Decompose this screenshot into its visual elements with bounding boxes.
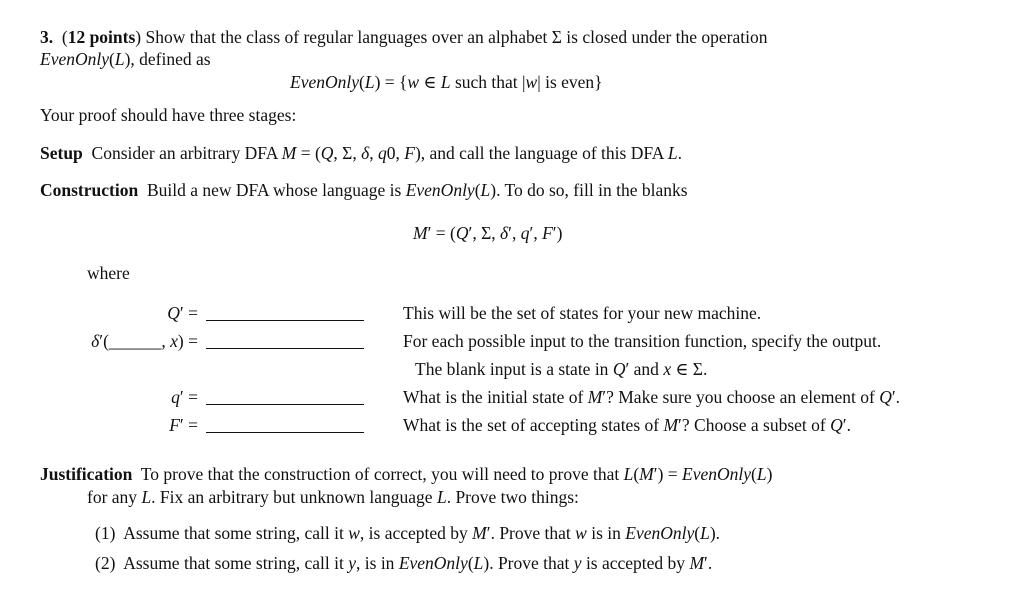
text-segment: ,	[161, 331, 171, 351]
text-segment: L	[480, 180, 491, 200]
text-segment: The blank input is a state in	[415, 359, 613, 379]
text-segment: Q	[612, 359, 626, 379]
text-segment: ′,	[529, 223, 543, 243]
text-segment: y	[573, 553, 582, 573]
text-segment: Q	[167, 303, 180, 323]
text-segment: L	[440, 72, 451, 92]
text-segment: ′? Make sure you choose an element of	[602, 387, 880, 407]
text-segment: w	[348, 523, 360, 543]
text-segment: L	[756, 464, 767, 484]
text-segment: L	[700, 523, 710, 543]
text-segment: q	[520, 223, 530, 243]
text-segment: is in	[586, 523, 626, 543]
text-segment: EvenOnly	[398, 553, 468, 573]
text-segment: ). Prove that	[483, 553, 574, 573]
text-segment: L	[141, 487, 152, 507]
text-segment: w	[525, 72, 538, 92]
text-segment: ∈ Σ.	[671, 359, 708, 379]
text-segment: (	[109, 49, 115, 69]
text-segment: such that |	[450, 72, 526, 92]
text-segment: L	[436, 487, 447, 507]
text-segment: (	[633, 464, 640, 484]
text-segment: w	[575, 523, 587, 543]
text-segment: δ	[500, 223, 509, 243]
text-segment: q	[378, 143, 387, 163]
text-segment: M	[281, 143, 297, 163]
text-segment: ′? Choose a subset of	[678, 415, 831, 435]
text-segment: ), and call the language of this DFA	[414, 143, 668, 163]
text-segment: This will be the set of states for your new machine.	[403, 303, 762, 323]
proof-item-2	[95, 553, 712, 573]
text-segment: δ	[361, 143, 370, 163]
justification-paragraph-2	[87, 487, 579, 507]
text-segment: , is accepted by	[359, 523, 473, 543]
text-segment: M	[639, 464, 654, 484]
operation-name	[40, 49, 211, 69]
text-segment: What is the set of accepting states of	[403, 415, 664, 435]
text-segment: EvenOnly	[40, 49, 109, 69]
text-segment: Q	[455, 223, 469, 243]
text-segment: ,	[395, 143, 405, 163]
problem-header	[40, 27, 768, 47]
text-segment: .	[677, 143, 682, 163]
text-segment: M	[587, 387, 603, 407]
text-segment: is accepted by	[581, 553, 690, 573]
text-segment: L	[114, 49, 125, 69]
text-segment: ,	[369, 143, 378, 163]
text-segment: ). To do so, fill in the blanks	[490, 180, 688, 200]
text-segment: ′)	[552, 223, 563, 243]
text-segment: 3.	[40, 27, 54, 47]
justification-paragraph	[40, 464, 772, 484]
f-prime-description	[403, 415, 851, 435]
text-segment: 0	[386, 143, 396, 163]
text-segment: , is in	[356, 553, 399, 573]
text-segment: ) Show that the class of regular languages over an alphabet Σ is closed under the operation	[135, 27, 768, 47]
new-dfa-formula	[413, 223, 562, 243]
text-segment: ), defined as	[124, 49, 211, 69]
text-segment: L	[623, 464, 634, 484]
text-segment: . Prove two things:	[446, 487, 579, 507]
text-segment: EvenOnly	[290, 72, 359, 92]
text-segment: q	[171, 387, 180, 407]
text-segment: (	[53, 27, 68, 47]
text-segment: where	[87, 263, 130, 283]
text-segment: Construction	[40, 180, 139, 200]
text-segment: ) =	[177, 331, 198, 351]
text-segment: y	[348, 553, 357, 573]
text-segment: ′. Prove that	[486, 523, 576, 543]
q0-prime-blank[interactable]	[206, 404, 364, 405]
text-segment: F	[542, 223, 553, 243]
text-segment: L	[667, 143, 678, 163]
text-segment: EvenOnly	[682, 464, 752, 484]
text-segment: ′ =	[179, 415, 198, 435]
text-segment: Q	[879, 387, 892, 407]
text-segment: ′, Σ,	[468, 223, 501, 243]
text-segment: ′ and	[625, 359, 664, 379]
f-prime-blank[interactable]	[206, 432, 364, 433]
text-segment: ′) =	[653, 464, 683, 484]
setup-paragraph	[40, 143, 682, 163]
text-segment: ′ =	[179, 387, 198, 407]
text-segment: To prove that the construction of correct, you will need to prove that	[132, 464, 624, 484]
text-segment: ______	[108, 331, 162, 351]
text-segment: x	[170, 331, 178, 351]
text-segment: (2) Assume that some string, call it	[95, 553, 349, 573]
text-segment: x	[663, 359, 672, 379]
text-segment: | is even}	[537, 72, 603, 92]
text-segment: F	[169, 415, 180, 435]
text-segment: EvenOnly	[405, 180, 475, 200]
f-prime-label	[169, 415, 198, 435]
text-segment: M	[413, 223, 428, 243]
text-segment: L	[364, 72, 375, 92]
text-segment: (	[467, 553, 474, 573]
text-segment: ′ = (	[427, 223, 456, 243]
text-segment: L	[473, 553, 484, 573]
q-prime-blank[interactable]	[206, 320, 364, 321]
q-prime-label	[167, 303, 198, 323]
text-segment: ′ =	[179, 303, 198, 323]
text-segment: F	[404, 143, 415, 163]
text-segment: ′.	[704, 553, 713, 573]
text-segment: (	[474, 180, 481, 200]
text-segment: Build a new DFA whose language is	[138, 180, 406, 200]
text-segment: ∈	[419, 72, 441, 92]
text-segment: w	[407, 72, 420, 92]
text-segment: Your proof should have three stages:	[40, 105, 297, 125]
text-segment: Q	[830, 415, 843, 435]
construction-paragraph	[40, 180, 688, 200]
text-segment: For each possible input to the transition function, specify the output.	[403, 331, 882, 351]
delta-label	[91, 331, 198, 351]
text-segment: ) = {	[374, 72, 408, 92]
delta-blank[interactable]	[206, 348, 364, 349]
text-segment: ′(	[99, 331, 109, 351]
text-segment: Justification	[40, 464, 133, 484]
text-segment: EvenOnly	[625, 523, 695, 543]
stages-intro	[40, 105, 296, 125]
text-segment: ′,	[508, 223, 521, 243]
text-segment: , Σ,	[333, 143, 362, 163]
text-segment: M	[472, 523, 487, 543]
proof-item-1	[95, 523, 720, 543]
text-segment: = (	[296, 143, 321, 163]
text-segment: ′.	[842, 415, 851, 435]
text-segment: (1) Assume that some string, call it	[95, 523, 349, 543]
q0-prime-description	[403, 387, 900, 407]
text-segment: Consider an arbitrary DFA	[82, 143, 282, 163]
text-segment: What is the initial state of	[403, 387, 588, 407]
q0-prime-label	[171, 387, 198, 407]
text-segment: (	[359, 72, 365, 92]
q-prime-description	[403, 303, 761, 323]
text-segment: ′.	[891, 387, 901, 407]
text-segment: M	[689, 553, 705, 573]
text-segment: Q	[320, 143, 334, 163]
where-label	[87, 263, 130, 283]
text-segment: ).	[709, 523, 721, 543]
text-segment: . Fix an arbitrary but unknown language	[151, 487, 437, 507]
text-segment: )	[766, 464, 773, 484]
text-segment: δ	[91, 331, 100, 351]
delta-description-2	[415, 359, 707, 379]
text-segment: for any	[87, 487, 142, 507]
text-segment: (	[694, 523, 701, 543]
text-segment: (	[751, 464, 757, 484]
text-segment: M	[663, 415, 679, 435]
definition-formula	[290, 72, 603, 92]
text-segment: Setup	[40, 143, 83, 163]
delta-description	[403, 331, 881, 351]
text-segment: 12 points	[67, 27, 136, 47]
